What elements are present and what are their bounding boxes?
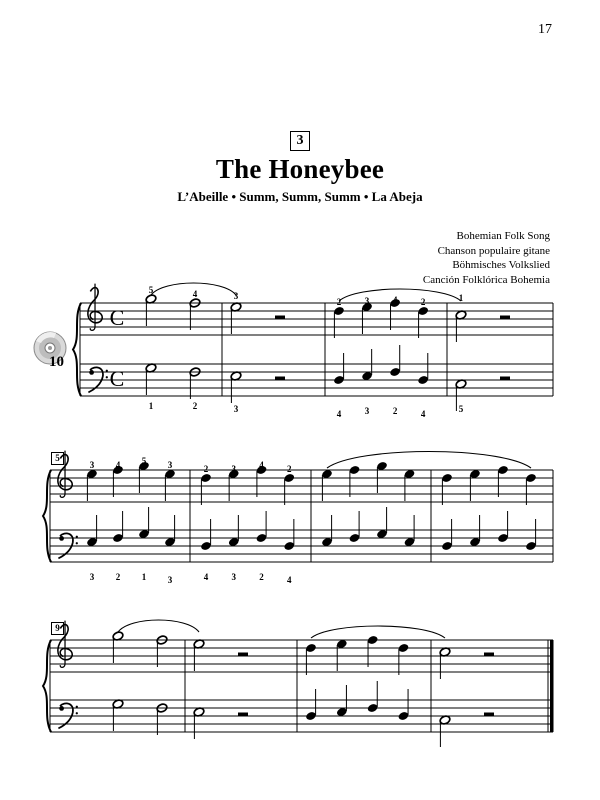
fingering-number: 2 — [420, 297, 426, 307]
measure-number-box: 5 — [51, 452, 64, 465]
fingering-number: 3 — [231, 464, 236, 474]
time-signature: C — [109, 305, 125, 330]
phrase-slur — [327, 452, 531, 469]
fingering-number: 4 — [287, 575, 292, 585]
fingering-number: 5 — [148, 285, 154, 295]
fingering-number: 4 — [336, 409, 342, 419]
fingering-number: 3 — [233, 291, 239, 301]
credit-line: Böhmisches Volkslied — [452, 259, 550, 271]
credit-line: Chanson populaire gitane — [437, 244, 550, 257]
half-rest — [484, 653, 494, 657]
phrase-slur — [339, 289, 461, 301]
fingering-number: 1 — [141, 572, 147, 582]
fingering-number: 2 — [259, 572, 264, 582]
fingering-number: 2 — [192, 401, 198, 411]
final-barline — [550, 640, 554, 732]
cd-track-number: 10 — [49, 354, 64, 370]
fingering-number: 3 — [231, 572, 236, 582]
measure-number-box: 9 — [51, 622, 64, 635]
credit-line: Canción Folklórica Bohemia — [422, 273, 550, 286]
phrase-slur — [311, 626, 445, 638]
fingering-number: 2 — [336, 297, 342, 307]
piece-subtitle: L’Abeille • Summ, Summ, Summ • La Abeja — [177, 189, 423, 204]
fingering-number: 1 — [458, 293, 464, 303]
half-rest — [484, 713, 494, 717]
half-rest — [238, 653, 248, 657]
fingering-number: 5 — [141, 456, 147, 466]
fingering-number: 4 — [392, 295, 398, 305]
fingering-number: 3 — [364, 406, 370, 416]
fingering-number: 4 — [203, 572, 209, 582]
fingering-number: 5 — [458, 404, 464, 414]
fingering-number: 4 — [259, 460, 264, 470]
fingering-number: 3 — [167, 575, 173, 585]
half-rest — [500, 316, 510, 320]
time-signature: C — [109, 366, 125, 391]
credit-line: Bohemian Folk Song — [456, 230, 550, 242]
fingering-number: 3 — [89, 460, 95, 470]
fingering-number: 2 — [287, 464, 292, 474]
fingering-number: 2 — [392, 406, 398, 416]
page-number: 17 — [538, 22, 552, 37]
fingering-number: 3 — [233, 404, 239, 414]
half-rest — [275, 377, 285, 381]
fingering-number: 3 — [364, 296, 370, 306]
fingering-number: 4 — [115, 460, 121, 470]
fingering-number: 3 — [167, 460, 173, 470]
half-rest — [238, 713, 248, 717]
fingering-number: 2 — [115, 572, 121, 582]
fingering-number: 3 — [89, 572, 95, 582]
piece-title: The Honeybee — [215, 154, 385, 184]
half-rest — [275, 316, 285, 320]
half-rest — [500, 377, 510, 381]
fingering-number: 4 — [420, 409, 426, 419]
phrase-slur — [118, 620, 199, 632]
fingering-number: 2 — [203, 464, 209, 474]
treble-clef-icon — [88, 284, 102, 331]
fingering-number: 1 — [148, 401, 154, 411]
fingering-number: 4 — [192, 289, 198, 299]
piece-number-box: 3 — [290, 131, 310, 151]
